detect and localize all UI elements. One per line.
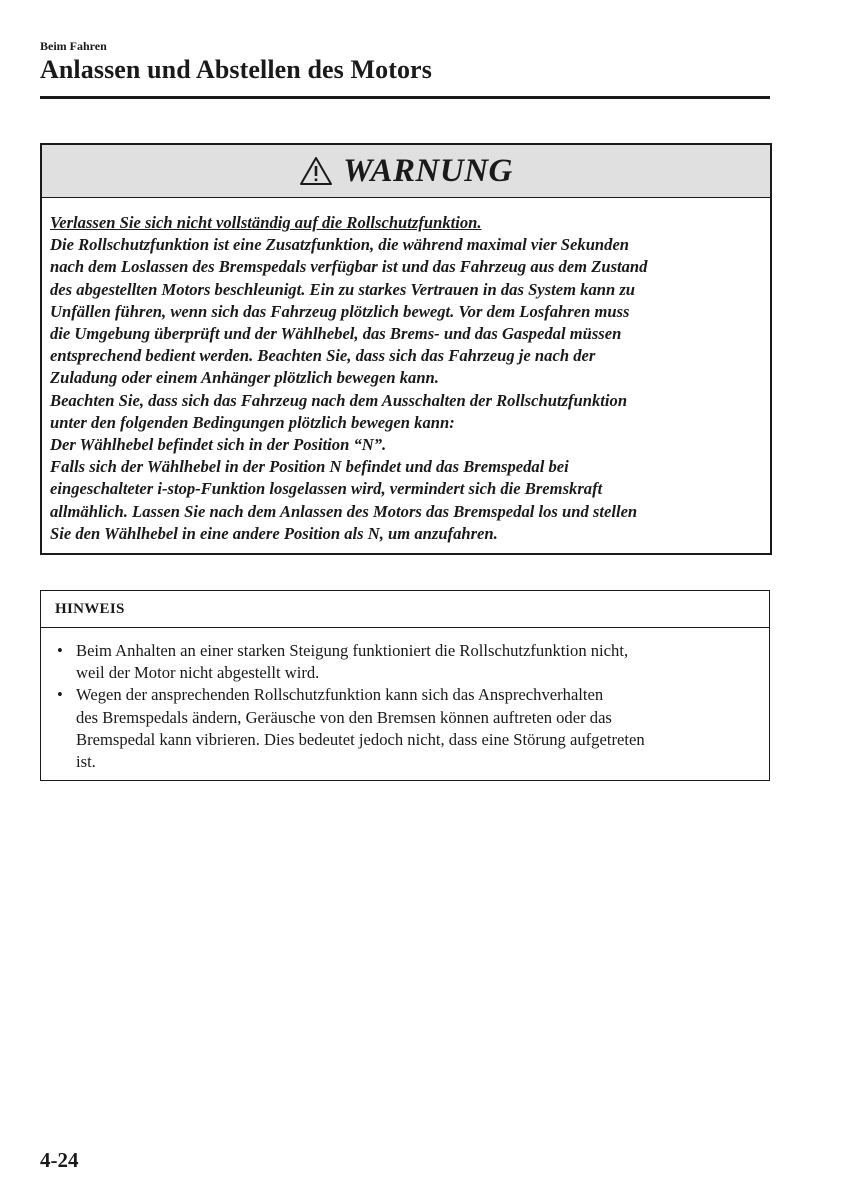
warning-text-line: Unfällen führen, wenn sich das Fahrzeug plötzlich bewegt. Vor dem Losfahren muss [50, 301, 630, 321]
title-divider [40, 96, 770, 99]
bullet-icon: • [57, 685, 63, 705]
note-text-line: des Bremspedals ändern, Geräusche von den Bremsen können auftreten oder das [76, 707, 612, 727]
warning-text-line: Die Rollschutzfunktion ist eine Zusatzfunktion, die während maximal vier Sekunden [50, 235, 630, 255]
warning-text-line: unter den folgenden Bedingungen plötzlich bewegen kann: [50, 412, 455, 432]
warning-text-line: Zuladung oder einem Anhänger plötzlich bewegen kann. [50, 368, 439, 388]
warning-text-line: Der Wählhebel befindet sich in der Position “N”. [50, 435, 387, 455]
warning-text-line: des abgestellten Motors beschleunigt. Ein zu starkes Vertrauen in das System kann zu [50, 279, 636, 299]
warning-text-line: Falls sich der Wählhebel in der Position N befindet und das Bremspedal bei [50, 457, 569, 477]
warning-text-line: entsprechend bedient werden. Beachten Sie, dass sich das Fahrzeug je nach der [50, 346, 596, 366]
warning-title: WARNUNG [343, 152, 513, 189]
warning-text-line: Beachten Sie, dass sich das Fahrzeug nach dem Ausschalten der Rollschutzfunktion [50, 390, 628, 410]
note-text-line: weil der Motor nicht abgestellt wird. [76, 663, 320, 683]
warning-text-line: allmählich. Lassen Sie nach dem Anlassen des Motors das Bremspedal los und stellen [50, 501, 638, 521]
note-text-line: Beim Anhalten an einer starken Steigung funktioniert die Rollschutzfunktion nicht, [76, 641, 629, 660]
note-title: HINWEIS [55, 600, 125, 617]
warning-text-line: eingeschalteter i-stop-Funktion losgelassen wird, vermindert sich die Bremskraft [50, 479, 603, 499]
note-list-item [57, 684, 769, 773]
warning-header [42, 145, 770, 198]
note-box [40, 590, 770, 781]
warning-heading: Verlassen Sie sich nicht vollständig auf die Rollschutzfunktion. [50, 213, 482, 232]
warning-text-line: nach dem Loslassen des Bremspedals verfügbar ist und das Fahrzeug aus dem Zustand [50, 257, 648, 277]
warning-text-line: die Umgebung überprüft und der Wählhebel, das Brems- und das Gaspedal müssen [50, 324, 622, 344]
note-text-line: ist. [76, 752, 96, 772]
note-header [41, 591, 769, 628]
note-text-line: Wegen der ansprechenden Rollschutzfunktion kann sich das Ansprechverhalten [76, 685, 604, 705]
note-list-item [57, 640, 769, 684]
note-text-line: Bremspedal kann vibrieren. Dies bedeutet jedoch nicht, dass eine Störung aufgetreten [76, 729, 645, 749]
bullet-icon: • [57, 641, 63, 660]
warning-body [42, 198, 770, 545]
warning-triangle-icon [299, 156, 333, 186]
warning-box [40, 143, 772, 555]
page-title: Anlassen und Abstellen des Motors [40, 55, 432, 84]
note-body [41, 628, 769, 773]
section-label: Beim Fahren [40, 39, 107, 53]
warning-text-line: Sie den Wählhebel in eine andere Position als N, um anzufahren. [50, 523, 498, 543]
page-number: 4-24 [40, 1148, 79, 1172]
